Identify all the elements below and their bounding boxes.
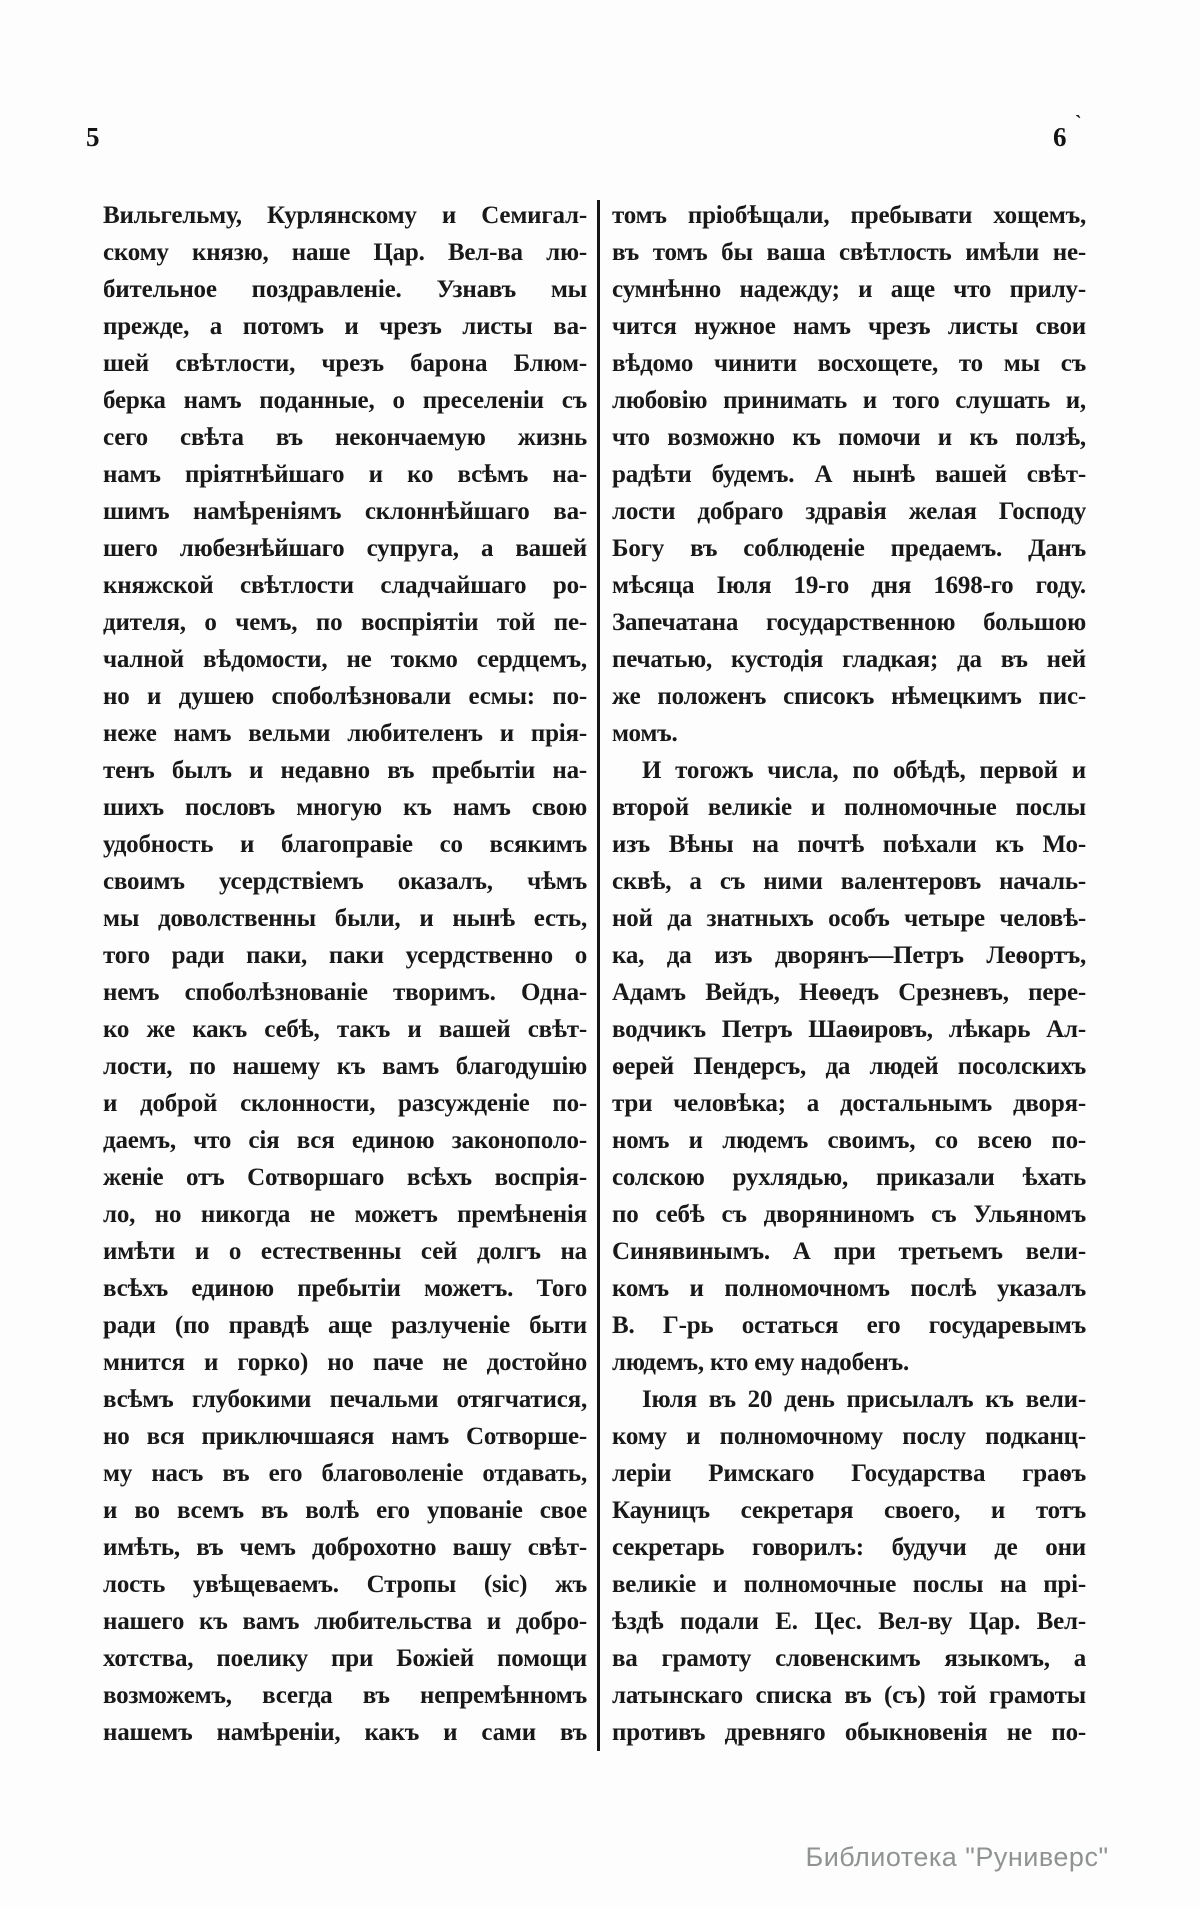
text-line: три человѣка; а достальнымъ дворя- bbox=[612, 1090, 1086, 1117]
text-line: Кауницъ секретаря своего, и тотъ bbox=[612, 1497, 1086, 1524]
text-line: дителя, о чемъ, по воспріятіи той пе- bbox=[103, 609, 587, 636]
text-line: леріи Римскаго Государства граѳъ bbox=[612, 1460, 1086, 1487]
text-line: ради (по правдѣ аще разлученіе быти bbox=[103, 1312, 587, 1339]
text-line: нашего къ вамъ любительства и добро- bbox=[103, 1608, 587, 1635]
text-line: лость увѣщеваемъ. Стропы (sic) жъ bbox=[103, 1571, 587, 1598]
text-line: немъ споболѣзнованіе творимъ. Одна- bbox=[103, 979, 587, 1006]
text-line: но и душею споболѣзновали есмы: по- bbox=[103, 683, 587, 710]
stray-ink-mark: ˋ bbox=[1075, 112, 1082, 134]
text-line: Іюля въ 20 день присылалъ къ вели- bbox=[642, 1386, 1086, 1413]
text-line: Запечатана государственною большою bbox=[612, 609, 1086, 636]
text-line: му насъ въ его благоволеніе отдавать, bbox=[103, 1460, 587, 1487]
text-line: комъ и полномочномъ послѣ указалъ bbox=[612, 1275, 1086, 1302]
text-line: по себѣ съ дворяниномъ съ Ульяномъ bbox=[612, 1201, 1086, 1228]
text-line: кому и полномочному послу подканц- bbox=[612, 1423, 1086, 1450]
text-line: сквѣ, а съ ними валентеровъ началь- bbox=[612, 868, 1086, 895]
column-divider-rule bbox=[597, 200, 600, 1751]
text-line: ва грамоту словенскимъ языкомъ, а bbox=[612, 1645, 1086, 1672]
text-line: вѣдомо чинити восхощете, то мы съ bbox=[612, 350, 1086, 377]
text-line: ной да знатныхъ особъ четыре человѣ- bbox=[612, 905, 1086, 932]
text-line: княжской свѣтлости сладчайшаго ро- bbox=[103, 572, 587, 599]
text-line: В. Г-рь остаться его государевымъ bbox=[612, 1312, 1086, 1339]
text-line: шего любезнѣйшаго супруга, а вашей bbox=[103, 535, 587, 562]
text-line: секретарь говорилъ: будучи де они bbox=[612, 1534, 1086, 1561]
library-watermark: Библиотека "Руниверс" bbox=[805, 1842, 1109, 1872]
text-line: людемъ, кто ему надобенъ. bbox=[612, 1349, 910, 1376]
text-line: шимъ намѣреніямъ склоннѣйшаго ва- bbox=[103, 498, 587, 525]
text-line: томъ пріобѣщали, пребывати хощемъ, bbox=[612, 202, 1086, 229]
text-line: Вильгельму, Курлянскому и Семигал- bbox=[103, 202, 587, 229]
text-line: мѣсяца Іюля 19-го дня 1698-го году. bbox=[612, 572, 1086, 599]
text-line: сумнѣнно надежду; и аще что прилу- bbox=[612, 276, 1086, 303]
text-line: шей свѣтлости, чрезъ барона Блюм- bbox=[103, 350, 587, 377]
text-line: великіе и полномочные послы на прі- bbox=[612, 1571, 1086, 1598]
text-line: любовію принимать и того слушать и, bbox=[612, 387, 1086, 414]
text-line: латынскаго списка въ (съ) той грамоты bbox=[612, 1682, 1086, 1709]
text-line: имѣти и о естественны сей долгъ на bbox=[103, 1238, 587, 1265]
page-number-right: 6 bbox=[1053, 122, 1067, 152]
text-line: Богу въ соблюденіе предаемъ. Данъ bbox=[612, 535, 1086, 562]
text-line: скому князю, наше Цар. Вел-ва лю- bbox=[103, 239, 587, 266]
text-line: лости добраго здравія желая Господу bbox=[612, 498, 1086, 525]
text-line: намъ пріятнѣйшаго и ко всѣмъ на- bbox=[103, 461, 587, 488]
text-line: второй великіе и полномочные послы bbox=[612, 794, 1086, 821]
text-line: же положенъ списокъ нѣмецкимъ пис- bbox=[612, 683, 1086, 710]
text-line: сего свѣта въ некончаемую жизнь bbox=[103, 424, 587, 451]
text-line: чится нужное намъ чрезъ листы свои bbox=[612, 313, 1086, 340]
text-line: даемъ, что сія вся единою законополо- bbox=[103, 1127, 587, 1154]
text-line: ко же какъ себѣ, такъ и вашей свѣт- bbox=[103, 1016, 587, 1043]
text-line: момъ. bbox=[612, 720, 678, 747]
text-line: прежде, а потомъ и чрезъ листы ва- bbox=[103, 313, 587, 340]
text-line: ѣздѣ подали Е. Цес. Вел-ву Цар. Вел- bbox=[612, 1608, 1086, 1635]
column-right bbox=[612, 197, 1086, 1751]
text-line: и во всемъ въ волѣ его упованіе свое bbox=[103, 1497, 587, 1524]
text-line: водчикъ Петръ Шаѳировъ, лѣкарь Ал- bbox=[612, 1016, 1086, 1043]
text-line: хотства, поелику при Божіей помощи bbox=[103, 1645, 587, 1672]
text-line: Синявинымъ. А при третьемъ вели- bbox=[612, 1238, 1086, 1265]
text-line: но вся приключшаяся намъ Сотворше- bbox=[103, 1423, 587, 1450]
text-line: мы доволственны были, и нынѣ есть, bbox=[103, 905, 587, 932]
text-line: неже намъ вельми любителенъ и прія- bbox=[103, 720, 587, 747]
text-line: чалной вѣдомости, не токмо сердцемъ, bbox=[103, 646, 587, 673]
text-line: И тогожъ числа, по обѣдѣ, первой и bbox=[642, 757, 1086, 784]
text-line: лости, по нашему къ вамъ благодушію bbox=[103, 1053, 587, 1080]
text-line: солскою рухлядью, приказали ѣхать bbox=[612, 1164, 1086, 1191]
text-line: изъ Вѣны на почтѣ поѣхали къ Мо- bbox=[612, 831, 1086, 858]
text-line: ѳерей Пендерсъ, да людей посолскихъ bbox=[612, 1053, 1086, 1080]
text-line: печатью, кустодія гладкая; да въ ней bbox=[612, 646, 1086, 673]
text-line: тенъ былъ и недавно въ пребытіи на- bbox=[103, 757, 587, 784]
text-line: женіе отъ Сотворшаго всѣхъ воспрія- bbox=[103, 1164, 587, 1191]
text-line: всѣхъ единою пребытіи можетъ. Того bbox=[103, 1275, 587, 1302]
text-line: что возможно къ помочи и къ ползѣ, bbox=[612, 424, 1086, 451]
text-line: противъ древняго обыкновенія не по- bbox=[612, 1719, 1086, 1746]
text-line: мнится и горко) но паче не достойно bbox=[103, 1349, 587, 1376]
text-line: удобность и благоправіе со всякимъ bbox=[103, 831, 587, 858]
text-line: номъ и людемъ своимъ, со всею по- bbox=[612, 1127, 1086, 1154]
page-number-left: 5 bbox=[86, 122, 100, 152]
text-line: имѣть, въ чемъ доброхотно вашу свѣт- bbox=[103, 1534, 587, 1561]
text-line: Адамъ Вейдъ, Неѳедъ Срезневъ, пере- bbox=[612, 979, 1086, 1006]
text-line: того ради паки, паки усердственно о bbox=[103, 942, 587, 969]
text-line: радѣти будемъ. А нынѣ вашей свѣт- bbox=[612, 461, 1086, 488]
column-left bbox=[103, 197, 587, 1751]
text-line: ло, но никогда не можетъ премѣненія bbox=[103, 1201, 587, 1228]
text-line: нашемъ намѣреніи, какъ и сами въ bbox=[103, 1719, 587, 1746]
text-line: и доброй склонности, разсужденіе по- bbox=[103, 1090, 587, 1117]
text-line: своимъ усердствіемъ оказалъ, чѣмъ bbox=[103, 868, 587, 895]
text-line: берка намъ поданные, о преселеніи съ bbox=[103, 387, 587, 414]
text-line: всѣмъ глубокими печальми отягчатися, bbox=[103, 1386, 587, 1413]
text-line: въ томъ бы ваша свѣтлость имѣли не- bbox=[612, 239, 1086, 266]
text-line: бительное поздравленіе. Узнавъ мы bbox=[103, 276, 587, 303]
text-line: ка, да изъ дворянъ—Петръ Леѳортъ, bbox=[612, 942, 1086, 969]
text-line: шихъ пословъ многую къ намъ свою bbox=[103, 794, 587, 821]
text-line: возможемъ, всегда въ непремѣнномъ bbox=[103, 1682, 587, 1709]
